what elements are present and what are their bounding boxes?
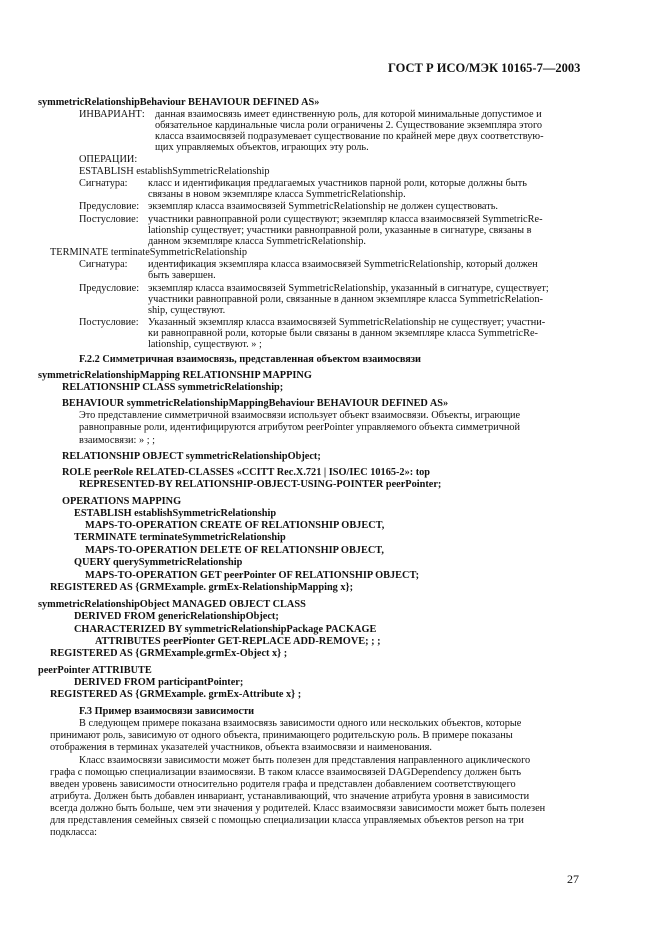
text-line: Это представление симметричной взаимосвязи использует объект взаимосвязи. Объекты, играющие (79, 410, 521, 421)
term-label: ОПЕРАЦИИ: (79, 154, 138, 165)
code-line: MAPS-TO-OPERATION GET peerPointer OF RELATIONSHIP OBJECT; (85, 570, 419, 581)
text-line: данная взаимосвязь имеет единственную роль, для которой минимальные допустимое и (155, 109, 542, 120)
code-line: ROLE peerRole RELATED-CLASSES «CCITT Rec.X.721 | ISO/IEC 10165-2»: top (62, 467, 431, 478)
text-line: lationship, существуют. » ; (148, 339, 262, 350)
code-line: QUERY querySymmetricRelationship (74, 557, 243, 568)
section-heading: F.2.2 Симметричная взаимосвязь, представленная объектом взаимосвязи (79, 354, 421, 365)
term-label: Сигнатура: (79, 178, 128, 189)
paragraph-line: введен уровень зависимости относительно родителя графа и представлен добавлением соответствующего (50, 779, 516, 790)
page-number: 27 (567, 872, 579, 886)
text-line: экземпляр класса взаимосвязей SymmetricRelationship не должен существовать. (148, 201, 498, 212)
text-line: быть завершен. (148, 270, 216, 281)
text-line: ship, существуют. (148, 305, 226, 316)
code-line: REGISTERED AS {GRMExample. grmEx-RelationshipMapping x}; (50, 582, 354, 593)
paragraph-line: отображения в терминах указателей участников, объекта взаимосвязи и наименования. (50, 742, 432, 753)
page-header: ГОСТ Р ИСО/МЭК 10165-7—2003 (388, 61, 581, 75)
section-heading: F.3 Пример взаимосвязи зависимости (79, 706, 255, 717)
behaviour-heading: symmetricRelationshipBehaviour BEHAVIOUR DEFINED AS» (38, 97, 320, 108)
paragraph-line: подкласса: (50, 827, 98, 838)
text-line: равноправные роли, идентифицируются атрибутом peerPointer управляемого объекта симметричной (79, 422, 521, 433)
code-line: ATTRIBUTES peerPionter GET-REPLACE ADD-REMOVE; ; ; (95, 636, 381, 647)
term-label: Сигнатура: (79, 259, 128, 270)
text-line: класса взаимосвязей подразумевает существование по крайней мере двух соответствую- (155, 131, 544, 142)
code-line: BEHAVIOUR symmetricRelationshipMappingBehaviour BEHAVIOUR DEFINED AS» (62, 398, 449, 409)
code-line: TERMINATE terminateSymmetricRelationship (74, 532, 286, 543)
paragraph-line: В следующем примере показана взаимосвязь зависимости одного или нескольких объектов, которые (79, 718, 522, 729)
paragraph-line: всегда должно быть больше, чем эти значения у родителей. Класс взаимосвязи зависимости может быть полезен (50, 803, 546, 814)
code-line: DERIVED FROM participantPointer; (74, 677, 244, 688)
paragraph-line: графа с помощью специализации взаимосвязи. В таком классе взаимосвязей DAGDependency должен быть (50, 767, 522, 778)
code-line: ESTABLISH establishSymmetricRelationship (74, 508, 277, 519)
code-line: OPERATIONS MAPPING (62, 496, 182, 507)
text-line: щих управляемых объектов, играющих эту роль. (155, 142, 369, 153)
text-line: идентификация экземпляра класса взаимосвязей SymmetricRelationship, который должен (148, 259, 538, 270)
text-line: связаны в новом экземпляре класса SymmetricRelationship. (148, 189, 406, 200)
text-line: взаимосвязи: » ; ; (79, 435, 155, 446)
text-line: класс и идентификация предлагаемых участников парной роли, которые должны быть (148, 178, 527, 189)
code-line: peerPointer ATTRIBUTE (38, 665, 152, 676)
code-line: RELATIONSHIP CLASS symmetricRelationship; (62, 382, 284, 393)
text-line: Указанный экземпляр класса взаимосвязей SymmetricRelationship не существует; участни- (148, 317, 546, 328)
text-line: участники равноправной роли, связанные в данном экземпляре класса SymmetricRelation- (148, 294, 543, 305)
paragraph-line: Класс взаимосвязи зависимости может быть полезен для представления направленного ациклического (79, 755, 531, 766)
code-line: DERIVED FROM genericRelationshipObject; (74, 611, 279, 622)
paragraph-line: атрибута. Должен быть добавлен инвариант, устанавливающий, что значение атрибута уровня в зависимости (50, 791, 530, 802)
code-line: MAPS-TO-OPERATION DELETE OF RELATIONSHIP OBJECT, (85, 545, 384, 556)
paragraph-line: принимают роль, зависимую от одного объекта, принимающего родительскую роль. В примере показаны (50, 730, 513, 741)
text-line: экземпляр класса взаимосвязей SymmetricRelationship, указанный в сигнатуре, существует; (148, 283, 549, 294)
text-line: обязательное кардинальные числа роли ограничены 2. Существование экземпляра этого (155, 120, 543, 131)
code-line: REGISTERED AS {GRMExample.grmEx-Object x} ; (50, 648, 288, 659)
text-line: lationship существует; участники равноправной роли, указанные в сигнатуре, связаны в (148, 225, 532, 236)
code-line: REPRESENTED-BY RELATIONSHIP-OBJECT-USING-POINTER peerPointer; (79, 479, 442, 490)
text-line: участники равноправной роли существуют; экземпляр класса взаимосвязей SymmetricRe- (148, 214, 543, 225)
term-label: Предусловие: (79, 283, 140, 294)
code-line: MAPS-TO-OPERATION CREATE OF RELATIONSHIP OBJECT, (85, 520, 385, 531)
text-line: TERMINATE terminateSymmetricRelationship (50, 247, 248, 258)
paragraph-line: для представления семейных связей с помощью специализации класса управляемых объектов person на три (50, 815, 524, 826)
code-line: CHARACTERIZED BY symmetricRelationshipPackage PACKAGE (74, 624, 377, 635)
code-line: REGISTERED AS {GRMExample. grmEx-Attribute x} ; (50, 689, 302, 700)
text-line: ESTABLISH establishSymmetricRelationship (79, 166, 270, 177)
code-line: symmetricRelationshipObject MANAGED OBJECT CLASS (38, 599, 306, 610)
code-line: symmetricRelationshipMapping RELATIONSHIP MAPPING (38, 370, 312, 381)
text-line: данном экземпляре класса SymmetricRelationship. (148, 236, 366, 247)
term-label: Постусловие: (79, 214, 139, 225)
text-line: ки равноправной роли, которые были связаны в данном экземпляре класса SymmetricRe- (148, 328, 538, 339)
term-label: Постусловие: (79, 317, 139, 328)
code-line: RELATIONSHIP OBJECT symmetricRelationshipObject; (62, 451, 321, 462)
term-label: Предусловие: (79, 201, 140, 212)
term-label: ИНВАРИАНТ: (79, 109, 145, 120)
